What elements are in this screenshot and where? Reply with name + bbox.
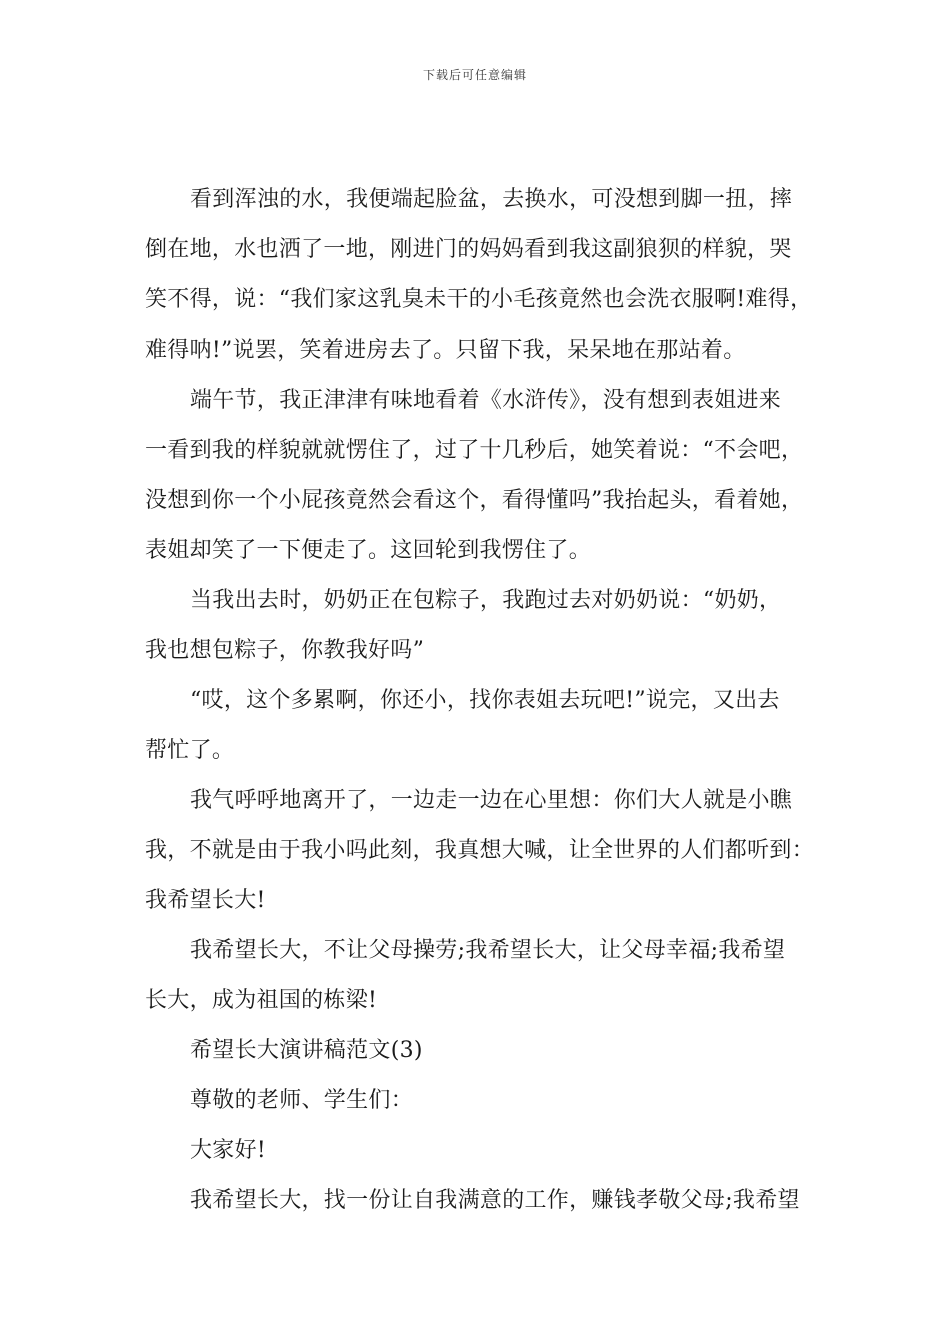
text-line: 我，不就是由于我小吗此刻，我真想大喊，让全世界的人们都听到： xyxy=(145,838,815,863)
text-line: 长大，成为祖国的栋梁! xyxy=(145,988,378,1013)
text-line: 倒在地，水也洒了一地，刚进门的妈妈看到我这副狼狈的样貌，哭 xyxy=(145,237,792,262)
text-line: 一看到我的样貌就就愣住了，过了十几秒后，她笑着说：“不会吧， xyxy=(145,438,804,463)
greeting: 大家好! xyxy=(190,1138,267,1163)
text-line: 表姐却笑了一下便走了。这回轮到我愣住了。 xyxy=(145,538,592,563)
text-line: 我气呼呼地离开了，一边走一边在心里想：你们大人就是小瞧 xyxy=(190,788,793,813)
text-line: 没想到你一个小屁孩竟然会看这个，看得懂吗”我抬起头，看着她， xyxy=(145,488,804,513)
text-line: 我希望长大，不让父母操劳;我希望长大，让父母幸福;我希望 xyxy=(190,938,786,963)
text-line: 帮忙了。 xyxy=(145,738,235,763)
text-line: 难得呐!”说罢，笑着进房去了。只留下我，呆呆地在那站着。 xyxy=(145,338,746,363)
text-line: 笑不得，说：“我们家这乳臭未干的小毛孩竟然也会洗衣服啊!难得， xyxy=(145,287,813,312)
text-line: 看到浑浊的水，我便端起脸盆，去换水，可没想到脚一扭，摔 xyxy=(190,187,793,212)
section-heading: 希望长大演讲稿范文(3) xyxy=(190,1038,423,1063)
text-line: 当我出去时，奶奶正在包粽子，我跑过去对奶奶说：“奶奶， xyxy=(190,588,782,613)
text-line: 我希望长大，找一份让自我满意的工作，赚钱孝敬父母;我希望 xyxy=(190,1188,800,1213)
text-line: 我也想包粽子，你教我好吗” xyxy=(145,638,425,663)
text-line: 端午节，我正津津有味地看着《水浒传》，没有想到表姐进来 xyxy=(190,388,782,413)
header-note: 下载后可任意编辑 xyxy=(422,68,527,82)
salutation: 尊敬的老师、学生们： xyxy=(190,1088,414,1113)
text-line: 我希望长大! xyxy=(145,888,266,913)
text-line: “哎，这个多累啊，你还小，找你表姐去玩吧!”说完，又出去 xyxy=(190,688,780,713)
